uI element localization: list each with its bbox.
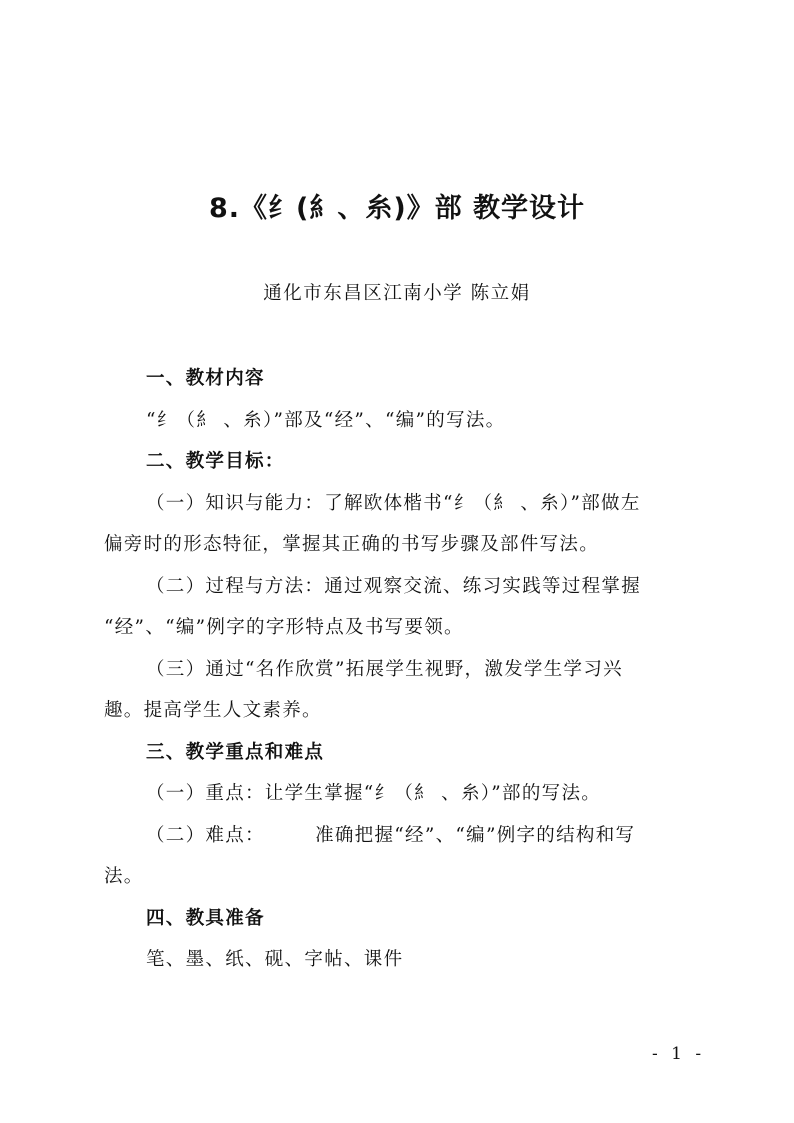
paragraph-line: 偏旁时的形态特征，掌握其正确的书写步骤及部件写法。	[104, 534, 600, 555]
paragraph-line: 趣。提高学生人文素养。	[104, 700, 322, 721]
paragraph-line: 法。	[104, 866, 144, 887]
section-heading: 一、教材内容	[146, 368, 265, 389]
paragraph-line: （二）过程与方法：通过观察交流、练习实践等过程掌握	[146, 575, 642, 597]
document-title: 8.《纟(糹、糸)》部 教学设计	[208, 193, 586, 224]
paragraph-line: （一）知识与能力：了解欧体楷书“纟（糹 、糸）”部做左	[146, 492, 641, 514]
page-number: - 1 -	[652, 1044, 706, 1064]
paragraph-line: （一）重点：让学生掌握“纟（糹 、糸）”部的写法。	[146, 783, 602, 804]
paragraph-line: 笔、墨、纸、砚、字帖、课件	[146, 949, 404, 970]
paragraph-line: “纟（糹 、糸）”部及“经”、“编”的写法。	[146, 409, 506, 431]
paragraph-line: （二）难点： 准确把握“经”、“编”例字的结构和写	[146, 824, 636, 846]
section-heading: 四、教具准备	[146, 907, 265, 929]
author-line: 通化市东昌区江南小学 陈立娟	[263, 283, 531, 304]
paragraph-line: （三）通过“名作欣赏”拓展学生视野，激发学生学习兴	[146, 658, 623, 680]
section-heading: 三、教学重点和难点	[146, 741, 325, 763]
document-body	[104, 358, 700, 981]
paragraph-line: “经”、“编”例字的字形特点及书写要领。	[104, 617, 464, 638]
section-heading: 二、教学目标：	[146, 451, 285, 472]
